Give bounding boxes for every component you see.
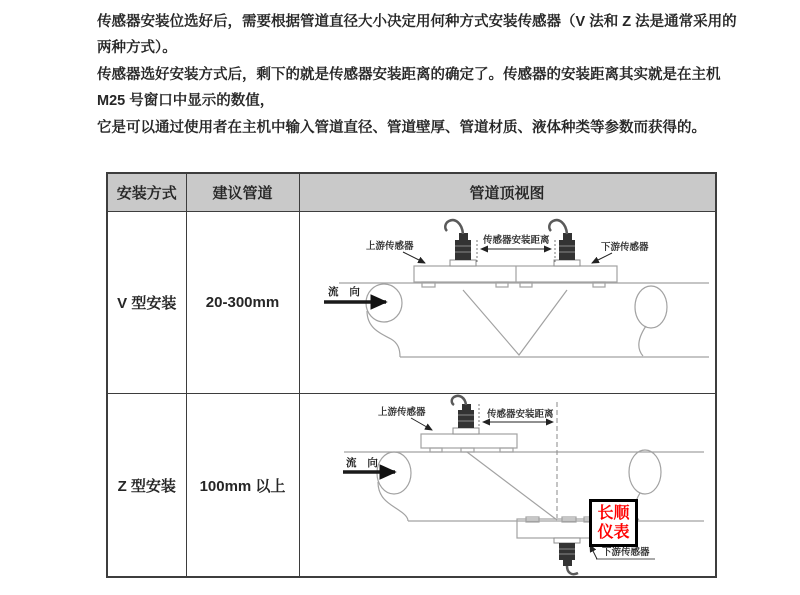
flow-direction-label: 流 向: [345, 457, 382, 469]
col-header-install-method: 安装方式: [107, 173, 186, 212]
v-sound-path: [463, 290, 567, 355]
pipe-outline: [339, 283, 709, 357]
mounting-rail: [414, 266, 617, 287]
watermark-line-2: 仪表: [597, 524, 630, 541]
upstream-sensor: [445, 220, 476, 266]
upstream-leader-arrow: [411, 418, 432, 430]
z-install-diagram-cell: [299, 394, 716, 578]
col-header-pipe-top-view: 管道顶视图: [299, 173, 716, 212]
distance-label: 传感器安装距离: [482, 235, 550, 246]
downstream-sensor: [554, 538, 580, 574]
z-install-diagram: [300, 394, 715, 576]
v-install-diagram: [300, 212, 715, 393]
table-header-row: [107, 173, 716, 212]
distance-annotation: [479, 402, 557, 518]
intro-line-4: M25 号窗口中显示的数值，: [97, 93, 275, 110]
downstream-sensor-label: 下游传感器: [600, 242, 649, 253]
upper-mounting-rail: [421, 434, 517, 452]
sensor-cable: [549, 220, 567, 234]
upstream-sensor: [451, 396, 478, 434]
lower-mounting-rail: [517, 517, 593, 538]
upstream-sensor-label: 上游传感器: [377, 407, 426, 418]
z-install-pipe-cell: 100mm 以上: [186, 394, 299, 578]
v-install-method-cell: V 型安装: [107, 212, 186, 394]
downstream-sensor: [549, 220, 580, 266]
pipe-outline: [344, 450, 704, 521]
z-sound-path: [467, 452, 557, 520]
intro-paragraph: [97, 9, 737, 141]
upstream-sensor-label: 上游传感器: [365, 241, 414, 252]
downstream-sensor-label: 下游传感器: [601, 547, 650, 558]
intro-line-1: 传感器安装位选好后，需要根据管道直径大小决定用何种方式安装传感器（V 法和 Z 法是通常采用的: [97, 14, 737, 30]
flow-direction-label: 流 向: [327, 286, 364, 298]
watermark-line-1: 长顺: [597, 505, 630, 522]
col-header-recommended-pipe: 建议管道: [186, 173, 299, 212]
sensor-cable: [567, 566, 578, 574]
intro-line-3: 传感器选好安装方式后，剩下的就是传感器安装距离的确定了。传感器的安装距离其实就是在主机: [97, 66, 721, 83]
watermark-changshun-yibiao: [589, 499, 638, 547]
table-row-z-install: [107, 394, 716, 578]
sensor-cable: [445, 220, 463, 234]
sensor-cable: [451, 396, 465, 405]
table-row-v-install: [107, 212, 716, 394]
v-install-diagram-cell: [299, 212, 716, 394]
upstream-leader-arrow: [403, 252, 425, 263]
intro-line-2: 两种方式）。: [97, 40, 177, 57]
z-install-method-cell: Z 型安装: [107, 394, 186, 578]
distance-annotation: [477, 234, 555, 264]
distance-label: 传感器安装距离: [486, 409, 554, 420]
intro-line-5: 它是可以通过使用者在主机中输入管道直径、管道壁厚、管道材质、液体种类等参数而获得的。: [97, 119, 706, 136]
v-install-pipe-cell: 20-300mm: [186, 212, 299, 394]
downstream-leader-arrow: [592, 253, 612, 263]
downstream-leader-arrow: [590, 545, 597, 559]
